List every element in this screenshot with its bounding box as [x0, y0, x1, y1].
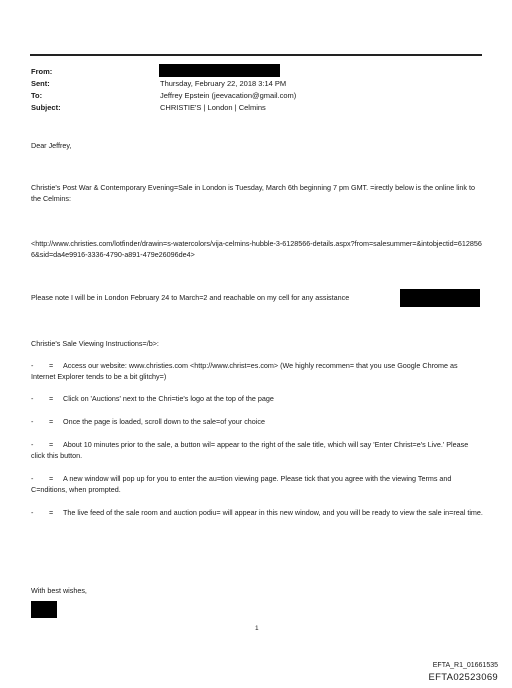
subject-value: CHRISTIE'S | London | Celmins	[160, 103, 266, 112]
phone-redaction	[400, 289, 480, 307]
sent-label: Sent:	[31, 79, 50, 88]
bullet-marker: =	[49, 474, 54, 483]
bullet-marker: =	[49, 417, 54, 426]
bullet-marker: =	[49, 440, 54, 449]
bullet-dash: -	[31, 361, 34, 370]
to-value: Jeffrey Epstein (jeevacation@gmail.com)	[160, 91, 297, 100]
list-item-text: A new window will pop up for you to enter the au=tion viewing page. Please tick that you agree with the viewing Terms and C=nditions, when prompted.	[31, 474, 452, 494]
from-redaction	[159, 64, 280, 77]
bullet-dash: -	[31, 440, 34, 449]
list-item-text: Click on 'Auctions' next to the Chri=tie's logo at the top of the page	[63, 394, 274, 403]
bullet-dash: -	[31, 394, 34, 403]
bullet-dash: -	[31, 508, 34, 517]
signature-redaction	[31, 601, 57, 618]
greeting: Dear Jeffrey,	[31, 141, 72, 150]
header-rule	[30, 54, 482, 56]
paragraph-sale-info: Christie's Post War & Contemporary Evening=Sale in London is Tuesday, March 6th beginning 7 pm GMT. =irectly below is the online link to the Celmins:	[31, 183, 476, 203]
list-item-text: The live feed of the sale room and auction podiu= will appear in this new window, and you will be ready to view the sale in=real time.	[63, 508, 483, 517]
paragraph-availability: Please note I will be in London February 24 to March=2 and reachable on my cell for any assistance	[31, 293, 350, 302]
from-label: From:	[31, 67, 53, 76]
list-item-text: Once the page is loaded, scroll down to the sale=of your choice	[63, 417, 265, 426]
bullet-marker: =	[49, 394, 54, 403]
instructions-title: Christie's Sale Viewing Instructions=/b>:	[31, 339, 159, 348]
bullet-marker: =	[49, 361, 54, 370]
bullet-dash: -	[31, 474, 34, 483]
list-item	[31, 416, 483, 427]
reference-id-1: EFTA_R1_01661535	[432, 662, 498, 669]
celmins-link: <http://www.christies.com/lotfinder/drawin=s-watercolors/vija-celmins-hubble-3-6128566-details.aspx?from=salesummer=&intobjectid=6128566&sid=da4e9916-3336-4790-a891-479e26096de4>	[31, 239, 482, 259]
reference-id-2: EFTA02523069	[428, 672, 498, 683]
bullet-dash: -	[31, 417, 34, 426]
list-item	[31, 439, 483, 461]
list-item	[31, 507, 483, 518]
closing: With best wishes,	[31, 586, 87, 595]
list-item-text: Access our website: www.christies.com <http://www.christ=es.com> (We highly recommen= that you use Google Chrome as Internet Explorer tends to be a bit glitchy=)	[31, 361, 458, 381]
to-label: To:	[31, 91, 43, 100]
list-item	[31, 473, 483, 495]
list-item	[31, 360, 483, 382]
bullet-marker: =	[49, 508, 54, 517]
sent-value: Thursday, February 22, 2018 3:14 PM	[160, 79, 287, 88]
subject-label: Subject:	[31, 103, 61, 112]
page-number: 1	[255, 625, 259, 632]
list-item-text: About 10 minutes prior to the sale, a button wil= appear to the right of the sale title, which will say 'Enter Christ=e's Live.' Please click this button.	[31, 440, 469, 460]
list-item	[31, 393, 483, 404]
